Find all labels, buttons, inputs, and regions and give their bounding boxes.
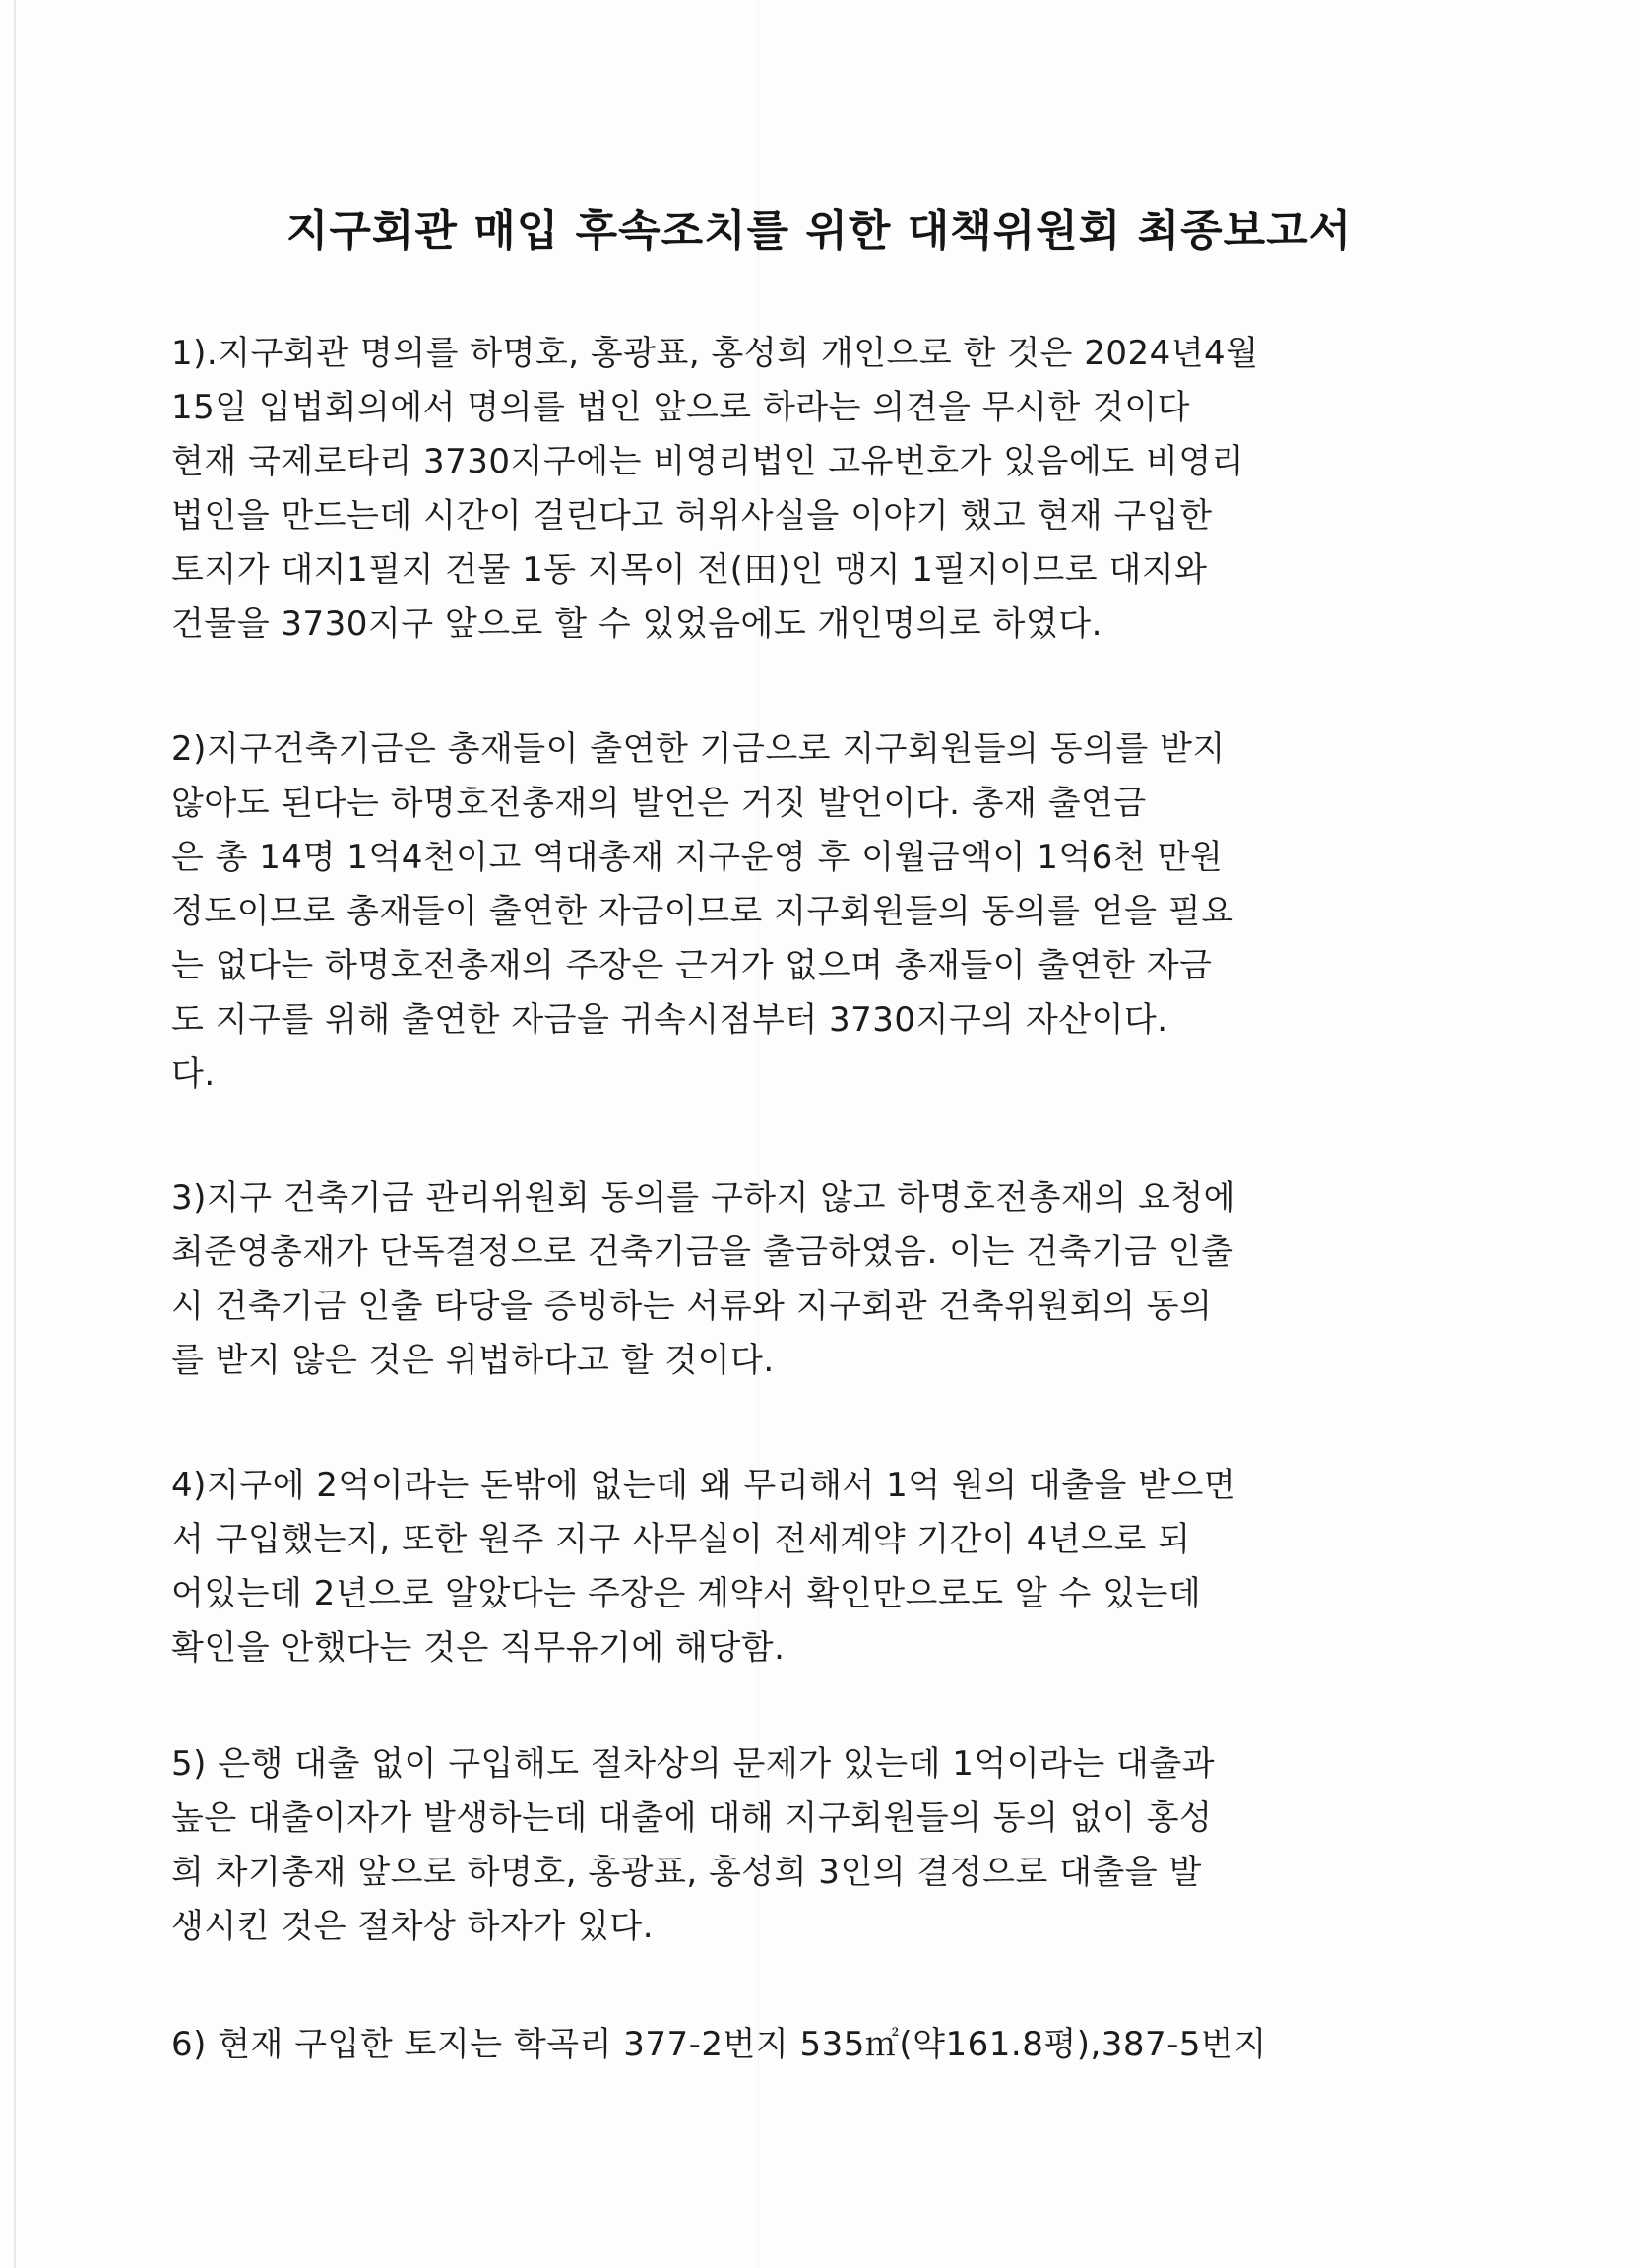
section-4: [171, 1459, 1382, 1675]
text-line: 시 건축기금 인출 타당을 증빙하는 서류와 지구회관 건축위원회의 동의: [171, 1287, 1213, 1326]
text-line: 정도이므로 총재들이 출연한 자금이므로 지구회원들의 동의를 얻을 필요: [171, 892, 1234, 931]
text-line: 건물을 3730지구 앞으로 할 수 있었음에도 개인명의로 하였다.: [171, 604, 1102, 644]
text-line: 15일 입법회의에서 명의를 법인 앞으로 하라는 의견을 무시한 것이다: [171, 388, 1191, 427]
section-3: [171, 1171, 1382, 1388]
text-line: 토지가 대지1필지 건물 1동 지목이 전(田)인 맹지 1필지이므로 대지와: [171, 550, 1208, 590]
text-line: 현재 국제로타리 3730지구에는 비영리법인 고유번호가 있음에도 비영리: [171, 442, 1245, 481]
text-line: 최준영총재가 단독결정으로 건축기금을 출금하였음. 이는 건축기금 인출: [171, 1232, 1234, 1272]
text-line: 5) 은행 대출 없이 구입해도 절차상의 문제가 있는데 1억이라는 대출과: [171, 1744, 1216, 1784]
text-line: 도 지구를 위해 출연한 자금을 귀속시점부터 3730지구의 자산이다.: [171, 1000, 1168, 1040]
text-line: 6) 현재 구입한 토지는 학곡리 377-2번지 535㎡(약161.8평),387-5번지: [171, 2025, 1267, 2064]
text-line: 4)지구에 2억이라는 돈밖에 없는데 왜 무리해서 1억 원의 대출을 받으면: [171, 1466, 1237, 1505]
text-line: 를 받지 않은 것은 위법하다고 할 것이다.: [171, 1341, 775, 1380]
text-line: 높은 대출이자가 발생하는데 대출에 대해 지구회원들의 동의 없이 홍성: [171, 1798, 1213, 1838]
section-2: [171, 723, 1382, 1102]
text-line: 어있는데 2년으로 알았다는 주장은 계약서 확인만으로도 알 수 있는데: [171, 1574, 1202, 1613]
document-title: 지구회관 매입 후속조치를 위한 대책위원회 최종보고서: [285, 206, 1353, 256]
text-line: 생시킨 것은 절차상 하자가 있다.: [171, 1907, 655, 1946]
text-line: 서 구입했는지, 또한 원주 지구 사무실이 전세계약 기간이 4년으로 되: [171, 1520, 1191, 1559]
text-line: 확인을 안했다는 것은 직무유기에 해당함.: [171, 1628, 786, 1668]
text-line: 은 총 14명 1억4천이고 역대총재 지구운영 후 이월금액이 1억6천 만원: [171, 838, 1224, 877]
text-line: 3)지구 건축기금 관리위원회 동의를 구하지 않고 하명호전총재의 요청에: [171, 1178, 1237, 1218]
text-line: 희 차기총재 앞으로 하명호, 홍광표, 홍성희 3인의 결정으로 대출을 발: [171, 1853, 1202, 1892]
scan-edge: [14, 0, 16, 2268]
section-1: [171, 327, 1382, 652]
section-5: [171, 1737, 1382, 1954]
text-line: 1).지구회관 명의를 하명호, 홍광표, 홍성희 개인으로 한 것은 2024년4월: [171, 334, 1259, 373]
section-6: [171, 2018, 1382, 2072]
text-line: 2)지구건축기금은 총재들이 출연한 기금으로 지구회원들의 동의를 받지: [171, 729, 1226, 769]
text-line: 법인을 만드는데 시간이 걸린다고 허위사실을 이야기 했고 현재 구입한: [171, 496, 1213, 536]
text-line: 는 없다는 하명호전총재의 주장은 근거가 없으며 총재들이 출연한 자금: [171, 946, 1213, 985]
text-line: 않아도 된다는 하명호전총재의 발언은 거짓 발언이다. 총재 출연금: [171, 784, 1147, 823]
text-line: 다.: [171, 1054, 216, 1094]
